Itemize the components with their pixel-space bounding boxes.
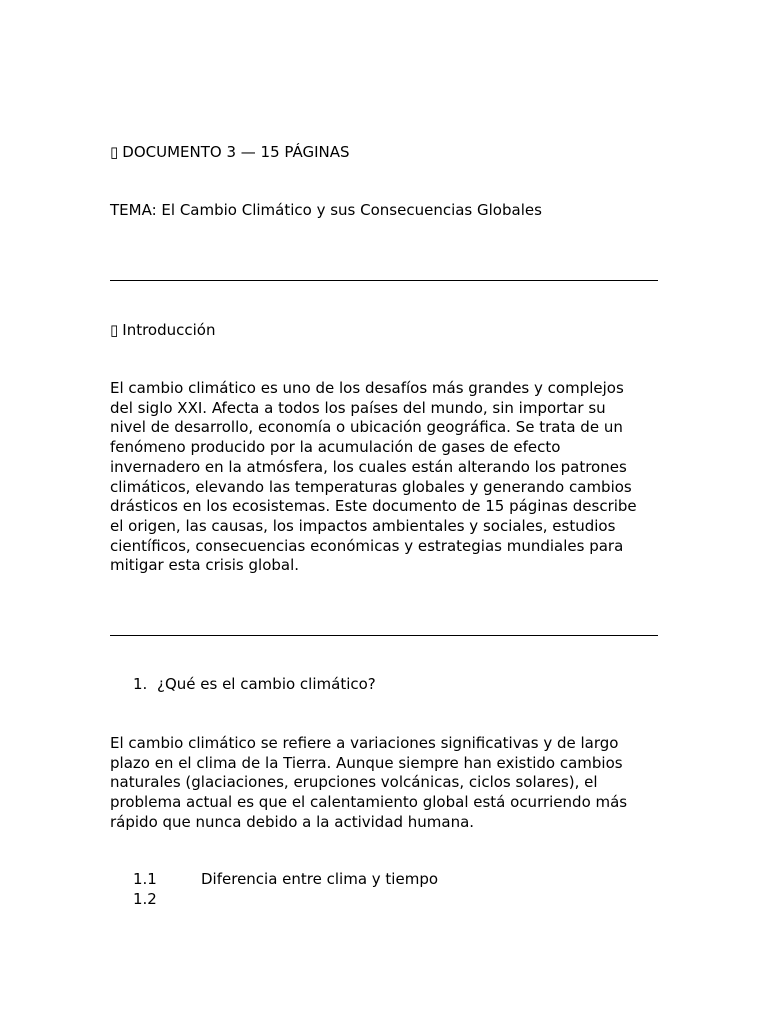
intro-line: el origen, las causas, los impactos ambientales y sociales, estudios	[110, 516, 616, 535]
intro-line: fenómeno producido por la acumulación de gases de efecto	[110, 438, 561, 457]
subsection-title: Diferencia entre clima y tiempo	[201, 870, 439, 888]
document-icon: ▯	[110, 143, 119, 161]
section1-line: rápido que nunca debido a la actividad humana.	[110, 812, 475, 831]
section1-paragraph	[110, 734, 662, 833]
section1-heading	[133, 675, 376, 695]
horizontal-rule-2	[110, 635, 658, 636]
section1-line: naturales (glaciaciones, erupciones volcánicas, ciclos solares), el	[110, 773, 598, 792]
subsection-number: 1.1	[133, 870, 157, 888]
intro-line: nivel de desarrollo, economía o ubicación geográfica. Se trata de un	[110, 418, 623, 437]
section1-number: 1.	[133, 675, 148, 693]
intro-paragraph	[110, 379, 662, 576]
intro-line: climáticos, elevando las temperaturas globales y generando cambios	[110, 477, 632, 496]
subsection-item	[133, 890, 201, 910]
intro-heading-icon: ▯	[110, 321, 119, 339]
intro-line: científicos, consecuencias económicas y estrategias mundiales para	[110, 536, 624, 555]
intro-heading-text: Introducción	[122, 321, 216, 339]
subsection-item	[133, 870, 438, 890]
section1-heading-text: ¿Qué es el cambio climático?	[157, 675, 376, 693]
subsection-number: 1.2	[133, 890, 157, 908]
section1-line: problema actual es que el calentamiento global está ocurriendo más	[110, 793, 628, 812]
horizontal-rule-1	[110, 280, 658, 281]
document-topic: TEMA: El Cambio Climático y sus Consecuencias Globales	[110, 201, 542, 219]
intro-line: invernadero en la atmósfera, los cuales están alterando los patrones	[110, 457, 627, 476]
intro-line: El cambio climático es uno de los desafíos más grandes y complejos	[110, 379, 624, 397]
intro-heading	[110, 321, 215, 341]
intro-line: mitigar esta crisis global.	[110, 556, 300, 575]
intro-line: del siglo XXI. Afecta a todos los países del mundo, sin importar su	[110, 398, 606, 417]
document-title-text: DOCUMENTO 3 — 15 PÁGINAS	[122, 143, 350, 161]
section1-line: El cambio climático se refiere a variaciones significativas y de largo	[110, 734, 619, 752]
intro-line: drásticos en los ecosistemas. Este documento de 15 páginas describe	[110, 497, 637, 516]
section1-line: plazo en el clima de la Tierra. Aunque siempre han existido cambios	[110, 753, 623, 772]
document-title	[110, 143, 350, 163]
